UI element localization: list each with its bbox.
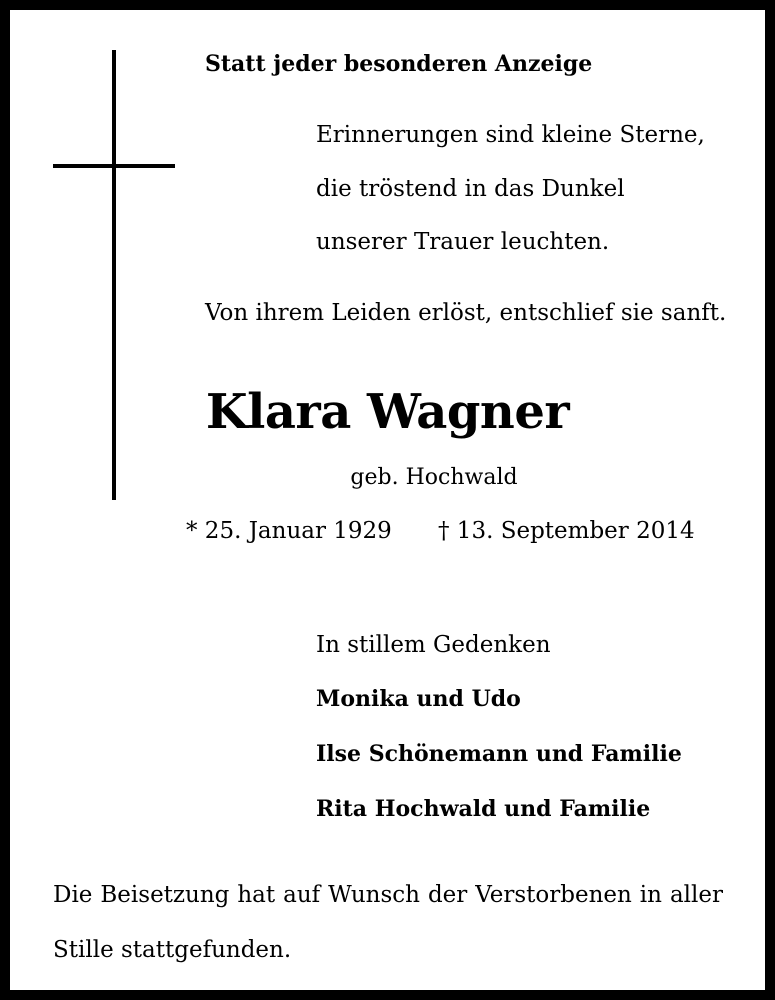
burial-notice: Die Beisetzung hat auf Wunsch der Verstorbenen in aller Stille stattgefunden. xyxy=(53,882,723,963)
released-line: Von ihrem Leiden erlöst, entschlief sie sanft. xyxy=(205,300,727,326)
notice-header: Statt jeder besonderen Anzeige xyxy=(205,51,593,77)
mourner-1: Monika und Udo xyxy=(316,686,521,712)
cross-horizontal-bar xyxy=(53,164,175,168)
death-date: † 13. September 2014 xyxy=(438,518,695,544)
birth-date: * 25. Januar 1929 xyxy=(186,518,392,544)
mourner-2: Ilse Schönemann und Familie xyxy=(316,741,682,767)
memory-line: In stillem Gedenken xyxy=(316,632,551,658)
deceased-name: Klara Wagner xyxy=(205,384,570,440)
poem-line-3: unserer Trauer leuchten. xyxy=(316,229,610,255)
mourner-3: Rita Hochwald und Familie xyxy=(316,796,651,822)
poem-line-1: Erinnerungen sind kleine Sterne, xyxy=(316,122,705,148)
maiden-name: geb. Hochwald xyxy=(350,465,518,490)
poem-line-2: die tröstend in das Dunkel xyxy=(316,176,625,202)
